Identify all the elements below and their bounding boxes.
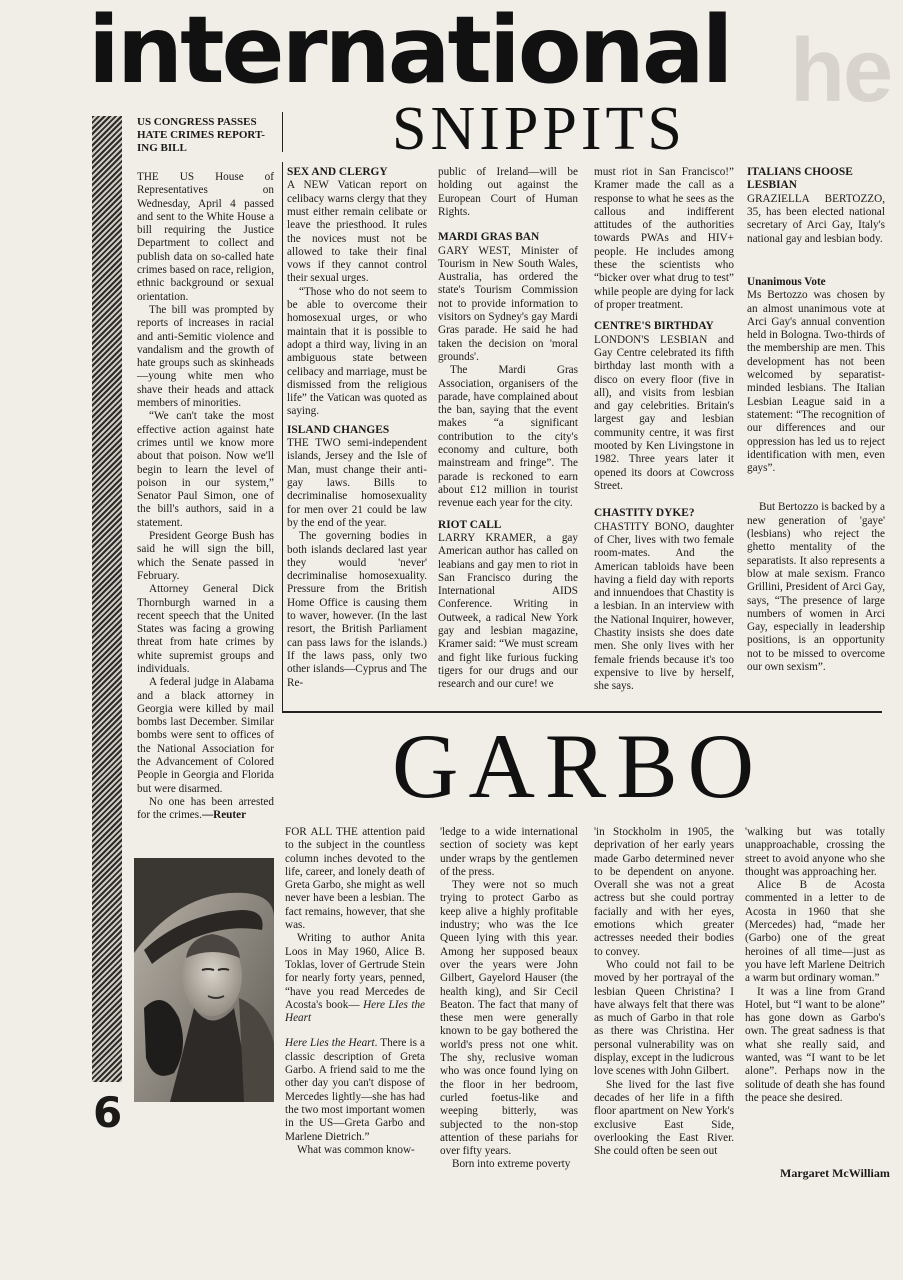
page-number: 6 <box>93 1088 123 1137</box>
portrait-illustration <box>134 858 274 1102</box>
article-paragraph: 'in Stockholm in 1905, the deprivation of her early years made Garbo determined never to be dependent on anyone. Overall she was not a great actress but she could portray facially and with her eyes, emotions which greater actresses needed their bodies to convey. <box>594 826 734 958</box>
article-paragraph: “We can't take the most effective action against hate crimes until we know more about that poison. Now we'll begin to learn the level of poison in our system,” Senator Paul Simon, one of the bill's authors, said in a statement. <box>137 410 274 529</box>
article-paragraph: 'walking but was totally unapproachable, crossing the street to avoid anyone who she thought was approaching her. <box>745 826 885 878</box>
snippits-headline: SNIPPITS <box>392 95 686 163</box>
article-paragraph: LONDON'S LESBIAN and Gay Centre celebrated its fifth birthday last month with a disco on every floor (five in all), and visits from lesbian and gay celebrities. Britain's largest gay and lesbian community centre, it was first mooted by Ken Livingstone in 1982. Three years later it opened its doors at Cowcross Street. <box>594 333 734 492</box>
article-paragraph: “Those who do not seem to be able to overcome their homosexual urges, or who maintain that it is possible to adopt a third way, living in an ambiguous state between celibacy and marriage, must be dismissed from the religious life” the Vatican was quoted as saying. <box>287 285 427 418</box>
column-mardi-gras-riot <box>438 166 578 692</box>
article-paragraph: The governing bodies in both islands declared last year they would 'never' decriminalise homosexuality. Pressure from the British Home Office is causing them to waver, however. (In the last resort, the British Parliament can pass laws for the islands.) If the laws pass, only two other islands—Cyprus and The Re- <box>287 530 427 689</box>
article-paragraph: must riot in San Francisco!” Kramer made the call as a response to what he sees as the callous and indifferent attitudes of the authorities towards PWAs and HIV+ people. He includes among these the scientists who “bicker over what drug to test” while people are dying for lack of proper treatment. <box>594 166 734 311</box>
garbo-headline: GARBO <box>392 715 765 817</box>
article-paragraph: Here Lies the Heart. There is a classic description of Greta Garbo. A friend said to me the other day you can't dispose of Mercedes lightly—she has had the two most important women in the US—Greta Garbo and Marlene Dietrich.” <box>285 1037 425 1143</box>
article-paragraph: Ms Bertozzo was chosen by an almost unanimous vote at Arci Gay's annual convention held in Bologna. Two-thirds of the membership are men. This development has not been welcomed by separatist-minded lesbians. The Italian Lesbian League said in a statement: “The recognition of our differences and our oppression has led us to reject identification with men, even gays”. <box>747 289 885 475</box>
article-paragraph: A federal judge in Alabama and a black attorney in Georgia were killed by mail bombs last December. Similar bombs were sent to offices of the National Association for the Advancement of Colored People in Georgia and Florida but were disarmed. <box>137 676 274 795</box>
article-paragraph: Born into extreme poverty <box>452 1158 571 1171</box>
article-heading: RIOT CALL <box>438 518 502 531</box>
article-paragraph: THE US House of Representatives on Wednesday, April 4 passed and sent to the White House a bill requiring the Justice Department to collect and publish data on so-called hate crimes based on race, religion, ethnic background or sexual orientation. <box>137 171 274 303</box>
article-heading: ITALIANS CHOOSE LESBIAN <box>747 166 853 192</box>
closing-text: No one has been arrested for the crimes. <box>137 795 274 822</box>
column-rule-vertical <box>282 162 283 712</box>
article-paragraph: But Bertozzo is backed by a new generation of 'gaye' (lesbians) who reject the ghetto mentality of the separatists. It also represents a blow at male sexism. Franco Grillini, President of Arci Gay, says, “The presence of large numbers of women in Arci Gay, especially in leadership positions, is an opportunity not to be missed to overcome our own sexism”. <box>747 501 885 674</box>
masthead-title: international <box>88 0 731 104</box>
section-rule-horizontal <box>282 711 882 713</box>
article-paragraph: What was common know- <box>297 1143 415 1156</box>
article-paragraph: GRAZIELLA BERTOZZO, 35, has been elected national secretary of Arci Gay, Italy's national gay and lesbian body. <box>747 192 885 245</box>
article-paragraph: The Mardi Gras Association, organisers of the parade, have complained about the ban, saying that the event makes “a significant contribution to the city's economy and culture, both mainstream and fringe”. The parade is reckoned to earn about £12 million in tourist revenue each year for the city. <box>438 364 578 510</box>
garbo-column-2 <box>440 826 578 1172</box>
article-paragraph: She lived for the last five decades of her life in a fifth floor apartment on New York's exclusive East Side, overlooking the East River. She could often be seen out <box>594 1078 734 1158</box>
book-title: Here Lies the Heart <box>285 1037 375 1050</box>
article-paragraph: public of Ireland—will be holding out against the European Court of Human Rights. <box>438 166 578 218</box>
article-paragraph: The bill was prompted by reports of increases in racial and anti-Semitic violence and vandalism and the growth of hate groups such as skinheads—young white men who shave their heads and attack members of minorities. <box>137 303 274 410</box>
author-byline: Margaret McWilliam <box>780 1166 890 1180</box>
article-heading: SEX AND CLERGY <box>287 166 388 178</box>
garbo-column-1 <box>285 826 425 1157</box>
article-paragraph: CHASTITY BONO, daughter of Cher, lives with two female room-mates. And the American tabloids have been having a field day with reports and innuendoes that Chastity is a lesbian. In an interview with the National Inquirer, however, Chastity insists she does date men. She only lives with her female friends because it's too expensive to live by herself, she says. <box>594 520 734 693</box>
article-paragraph: Attorney General Dick Thornburgh warned in a recent speech that the United States was facing a growing threat from hate crimes by white supremist groups and individuals. <box>137 583 274 675</box>
article-paragraph: LARRY KRAMER, a gay American author has called on leabians and gay men to riot in San Francisco during the International AIDS Conference. Writing in Outweek, a radical New York gay and lesbian magazine, Kramer said: “We must scream and fight like furious fucking tigers for our drugs and our research and our cure! we <box>438 531 578 691</box>
garbo-column-4 <box>745 826 885 1105</box>
article-heading: CHASTITY DYKE? <box>594 507 695 520</box>
article-paragraph: THE TWO semi-independent islands, Jersey and the Isle of Man, must change their anti-gay laws. Bills to decriminalise homosexuality for men over 21 could be law by the end of the year. <box>287 437 427 529</box>
column-rule-top <box>282 112 283 152</box>
article-paragraph <box>137 796 274 823</box>
column-clergy-islands <box>287 166 427 690</box>
article-paragraph: It was a line from Grand Hotel, but “I want to be alone” has gone down as Garbo's own. The great sadness is that what she really said, and wanted, was “I want to be let alone”. Perhaps now in the solitude of death she has found the peace she desired. <box>745 985 885 1104</box>
article-paragraph: Writing to author Anita Loos in May 1960, Alice B. Toklas, lover of Gertrude Stein for nearly forty years, penned, “have you read Mercedes de Acosta's book— Here LIes the Heart <box>285 932 425 1025</box>
article-paragraph: Who could not fail to be moved by her portrayal of the lesbian Queen Christina? I have always felt that there was as much of Garbo in that role as there was Christina. Her personal vulnerability was on display, except in the ludicrous love scenes with John Gilbert. <box>594 958 734 1078</box>
article-heading: US CONGRESS PASSES HATE CRIMES REPORT-ING BILL <box>137 116 265 154</box>
article-paragraph: 'ledge to a wide international section of society was kept under wraps by the gentlemen of the press. <box>440 826 578 878</box>
ghost-masthead-bleed: he <box>790 21 892 121</box>
source-credit: —Reuter <box>201 809 247 822</box>
article-paragraph: A NEW Vatican report on celibacy warns clergy that they must either remain celibate or leave the priesthood. It rules the novices must not be allowed to take their final vows if they cannot control their sexual urges. <box>287 179 427 285</box>
article-paragraph: FOR ALL THE attention paid to the subject in the countless column inches devoted to the life, career, and lonely death of Greta Garbo, she might as well never have been a lesbian. The fact remains, however, that she was. <box>285 826 425 932</box>
article-heading: ISLAND CHANGES <box>287 423 390 436</box>
article-paragraph: GARY WEST, Minister of Tourism in New South Wales, Australia, has ordered the state's Tourism Commission not to provide information to visitors on Sydney's gay Mardi Gras parade. He said he had taken the decision on 'moral grounds'. <box>438 244 578 363</box>
article-paragraph: Alice B de Acosta commented in a letter to de Acosta in 1960 that she (Mercedes) had, “made her (Garbo) one of the great heroines of all time—just as you have left Marlene Deitrich a warm but ordinary woman.” <box>745 879 885 985</box>
subheading: Unanimous Vote <box>747 276 826 288</box>
book-title: Here LIes the Heart <box>285 998 425 1025</box>
article-paragraph: They were not so much trying to protect Garbo as keep alive a highly profitable industry; who was the Ice Queen lying with this year. Among her supposed beaux over the years were John Gilbert, Gayelord Hauser (the health king), and Sir Cecil Beaton. The fact that many of these men were generally known to be gay bothered the world's press not one whit. The shy, reclusive woman who was once found lying on the floor in her bedroom, curled foetus-like and weeping bitterly, was subjected to the non-stop attention of these pariahs for over fifty years. <box>440 879 578 1158</box>
article-hate-crimes <box>137 116 274 823</box>
article-paragraph: President George Bush has said he will sign the bill, which the Senate passed in February. <box>137 530 274 582</box>
hatched-side-bar <box>92 116 122 1082</box>
article-heading: MARDI GRAS BAN <box>438 231 540 244</box>
garbo-column-3 <box>594 826 734 1158</box>
article-heading: CENTRE'S BIRTHDAY <box>594 320 714 333</box>
column-centre-chastity <box>594 166 734 694</box>
column-italians-lesbian <box>747 166 885 674</box>
garbo-portrait-photo <box>134 858 274 1102</box>
